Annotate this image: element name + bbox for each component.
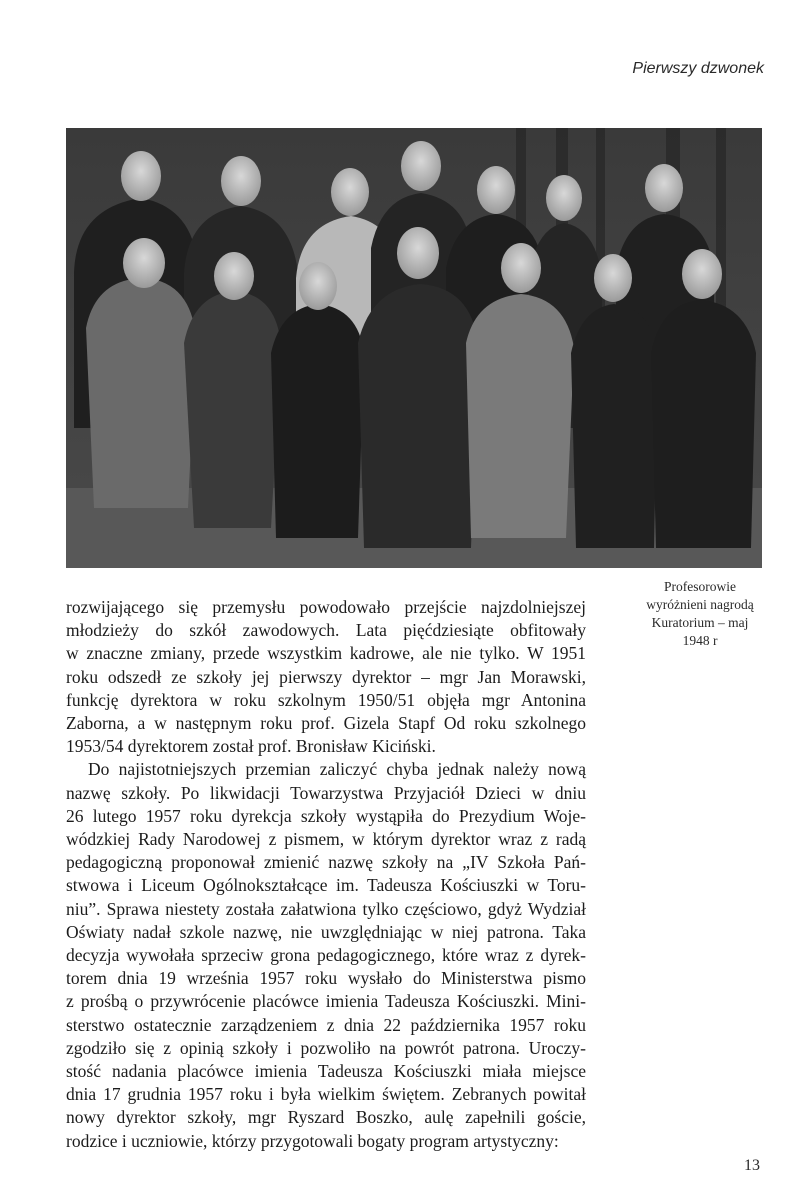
text-line: pedagogiczną proponował zmienić nazwę szkoły na „IV Szkoła Pań-	[66, 852, 586, 873]
caption-line: wyróżnieni nagrodą	[646, 597, 754, 612]
text-line: stość nadania placówce imienia Tadeusza Kościuszki miała miejsce	[66, 1061, 586, 1082]
text-line: stwowa i Liceum Ogólnokształcące im. Tadeusza Kościuszki w Toru-	[66, 875, 586, 896]
group-photo	[66, 128, 762, 568]
text-line: młodzieży do szkół zawodowych. Lata pięćdziesiąte obfitowały	[66, 620, 586, 641]
body-text	[66, 596, 586, 1153]
text-line: decyzja wywołała sprzeciw grona pedagogicznego, które wraz z dyrek-	[66, 945, 586, 966]
text-line: Zaborna, a w następnym roku prof. Gizela Stapf Od roku szkolnego	[66, 713, 586, 734]
text-line: niu”. Sprawa niestety została załatwiona tylko częściowo, gdyż Wydział	[66, 898, 586, 919]
text-line: sterstwo ostatecznie zarządzeniem z dnia 22 października 1957 roku	[66, 1014, 586, 1035]
text-line: nowy dyrektor szkoły, mgr Ryszard Boszko, aulę zapełnili goście,	[66, 1107, 586, 1128]
text-line: Do najistotniejszych przemian zaliczyć chyba jednak należy nową	[88, 759, 586, 780]
text-line: rozwijającego się przemysłu powodowało przejście najzdolniejszej	[66, 597, 586, 617]
text-line: wódzkiej Rady Narodowej z pismem, w którym dyrektor wraz z radą	[66, 829, 586, 850]
text-line: funkcję dyrektora w roku szkolnym 1950/51 objęła mgr Antonina	[66, 689, 586, 710]
text-line: Oświaty nadał szkole nazwę, nie uwzględniając w niej patrona. Taka	[66, 921, 586, 942]
text-line: dnia 17 grudnia 1957 roku i była wielkim świętem. Zebranych powitał	[66, 1084, 586, 1105]
text-line: zgodziło się z opinią szkoły i pozwoliło na powrót patrona. Uroczy-	[66, 1037, 586, 1058]
text-line: w znaczne zmiany, przede wszystkim kadrowe, ale nie tylko. W 1951	[66, 643, 586, 664]
text-line: rodzice i uczniowie, którzy przygotowali bogaty program artystyczny:	[66, 1130, 559, 1151]
text-line: 26 lutego 1957 roku dyrekcja szkoły wystąpiła do Prezydium Woje-	[66, 805, 586, 826]
photo-caption	[628, 578, 772, 650]
caption-line: 1948 r	[682, 633, 718, 648]
text-line: z prośbą o przywrócenie placówce imienia Tadeusza Kościuszki. Mini-	[66, 991, 586, 1012]
text-line: torem dnia 19 września 1957 roku wysłało do Ministerstwa pismo	[66, 968, 586, 989]
caption-line: Profesorowie	[664, 579, 736, 594]
running-header: Pierwszy dzwonek	[632, 60, 764, 77]
caption-line: Kuratorium – maj	[651, 615, 749, 630]
text-line: roku odszedł ze szkoły jej pierwszy dyrektor – mgr Jan Morawski,	[66, 666, 586, 687]
page-number: 13	[744, 1157, 760, 1174]
text-line: nazwę szkoły. Po likwidacji Towarzystwa Przyjaciół Dzieci w dniu	[66, 782, 586, 803]
text-line: 1953/54 dyrektorem został prof. Bronisław Kiciński.	[66, 736, 436, 757]
